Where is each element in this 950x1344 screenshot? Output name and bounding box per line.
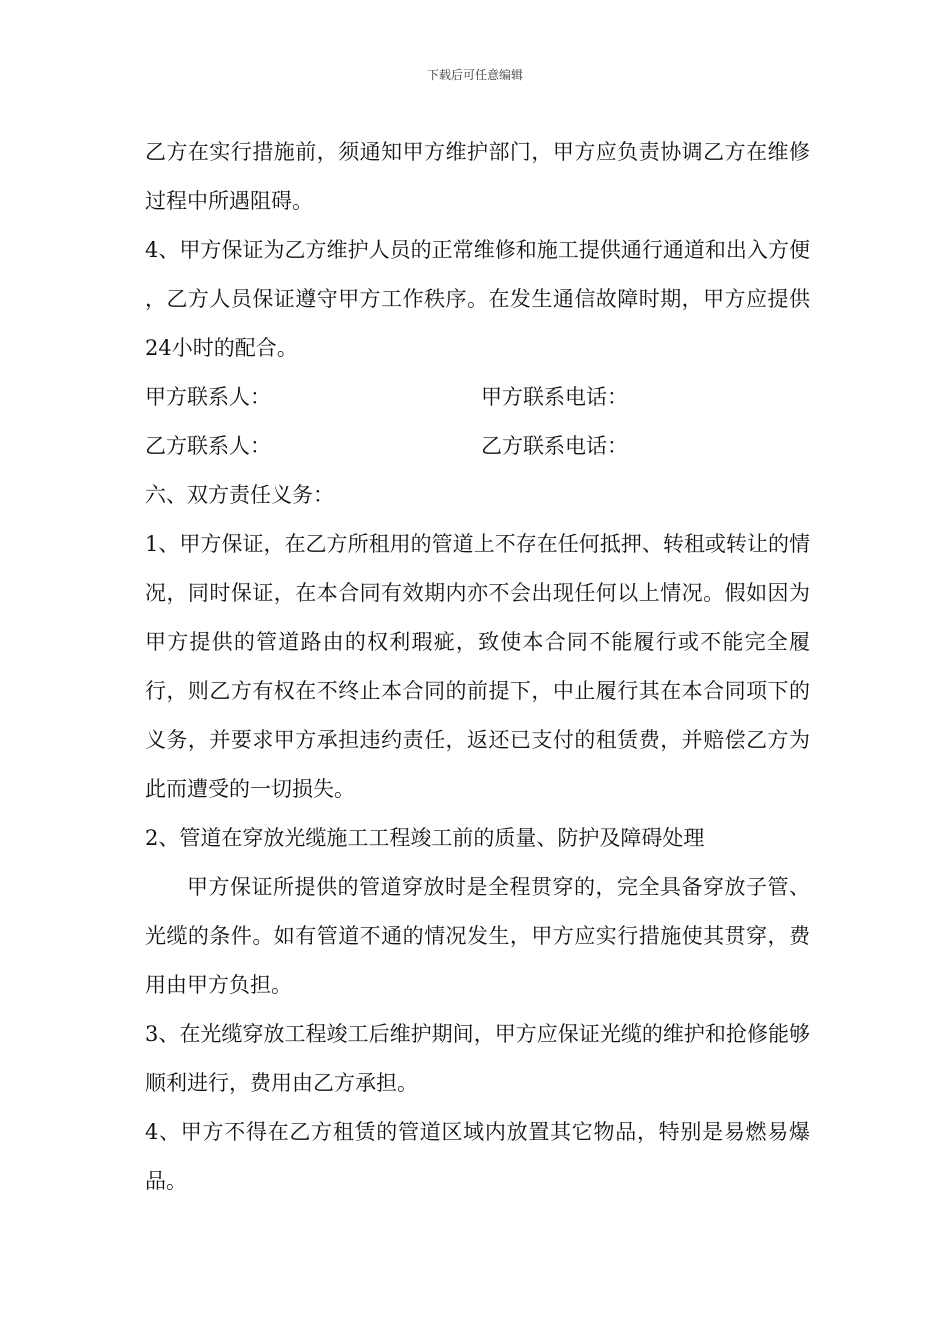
document-body [145,128,810,1206]
paragraph-maintenance-period: 3、在光缆穿放工程竣工后维护期间，甲方应保证光缆的维护和抢修能够顺利进行，费用由乙方承担。 [145,1022,810,1095]
paragraph-quality-heading: 2、管道在穿放光缆施工工程竣工前的质量、防护及障碍处理 [145,826,705,850]
paragraph-pipeline-guarantee: 甲方保证所提供的管道穿放时是全程贯穿的，完全具备穿放子管、光缆的条件。如有管道不通的情况发生，甲方应实行措施使其贯穿，费用由甲方负担。 [145,875,810,997]
contact-row-party-a [145,373,810,422]
paragraph-no-flammables: 4、甲方不得在乙方租赁的管道区域内放置其它物品，特别是易燃易爆品。 [145,1120,810,1193]
paragraph-no-encumbrance: 1、甲方保证，在乙方所租用的管道上不存在任何抵押、转租或转让的情况，同时保证，在本合同有效期内亦不会出现任何以上情况。假如因为甲方提供的管道路由的权利瑕疵，致使本合同不能履行或不能完全履行，则乙方有权在不终止本合同的前提下，中止履行其在本合同项下的义务，并要求甲方承担违约责任，返还已支付的租赁费，并赔偿乙方为此而遭受的一切损失。 [145,532,810,801]
section-title-responsibilities: 六、双方责任义务： [145,483,334,507]
party-b-contact-phone-label: 乙方联系电话： [481,434,628,458]
paragraph-access-guarantee: 4、甲方保证为乙方维护人员的正常维修和施工提供通行通道和出入方便 ，乙方人员保证遵守甲方工作秩序。在发生通信故障时期，甲方应提供24小时的配合。 [145,238,810,360]
page-header: 下载后可任意编辑 [426,68,523,82]
paragraph-maintenance-notice: 乙方在实行措施前，须通知甲方维护部门，甲方应负责协调乙方在维修过程中所遇阻碍。 [145,140,810,213]
contact-row-party-b [145,422,810,471]
party-a-contact-person-label: 甲方联系人： [145,385,271,409]
party-a-contact-phone-label: 甲方联系电话： [481,385,628,409]
party-b-contact-person-label: 乙方联系人： [145,434,271,458]
